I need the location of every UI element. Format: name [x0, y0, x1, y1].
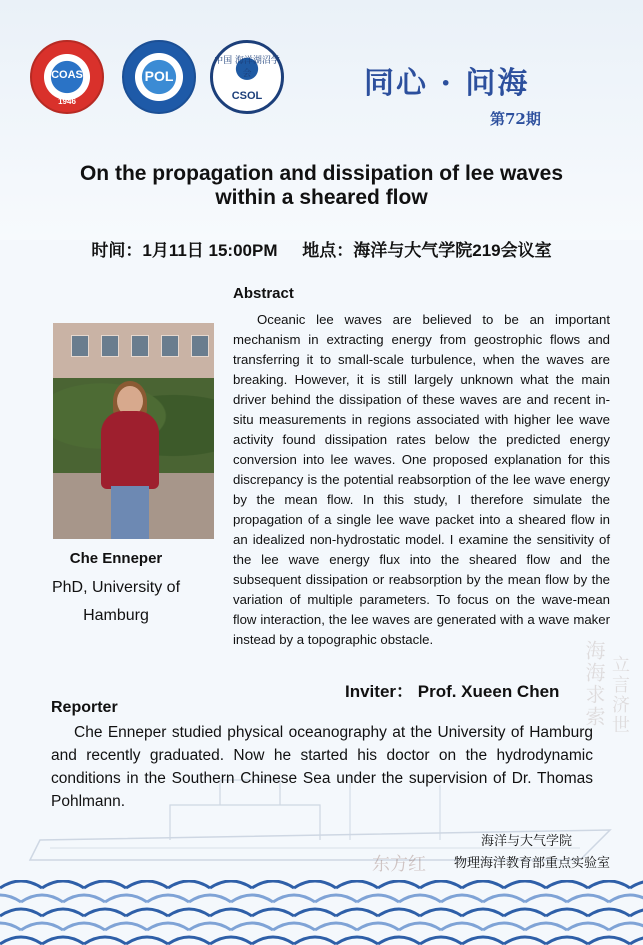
photo-window [161, 335, 179, 357]
series-title: 同心 · 问海 [364, 66, 530, 101]
speaker-name: Che Enneper [69, 550, 163, 567]
talk-title-line2: within a sheared flow [215, 186, 428, 209]
csol-logo [210, 40, 284, 114]
watermark-calligraphy-left: 海海求索 [582, 640, 606, 728]
school-name: 海洋与大气学院 [480, 833, 572, 848]
coas-logo-text: COAS [51, 69, 83, 81]
photo-window [71, 335, 89, 357]
watermark-calligraphy-right: 立言济世 [609, 655, 630, 735]
coas-logo-year: 1946 [58, 97, 76, 106]
pol-logo [122, 40, 196, 114]
csol-logo-text: CSOL [231, 90, 263, 102]
dongfanghong-stamp: 东方红 [372, 854, 426, 875]
lab-name: 物理海洋教育部重点实验室 [453, 855, 610, 870]
coas-logo [30, 40, 104, 114]
abstract-heading: Abstract [233, 285, 294, 302]
reporter-bio: Che Enneper studied physical oceanography at the University of Hamburg and recently graduated. Now he started his doctor on the hydrodynamic conditions in the Southern Chinese Sea under the supervision of Dr. Thomas Pohlmann. [51, 724, 593, 810]
photo-window [191, 335, 209, 357]
wave-pattern [0, 880, 643, 945]
speaker-affiliation [40, 574, 192, 630]
time-place [20, 236, 623, 261]
photo-red-jacket [101, 411, 159, 489]
speaker-photo [53, 323, 214, 539]
talk-place: 地点：海洋与大气学院219会议室 [302, 241, 552, 260]
photo-window [131, 335, 149, 357]
photo-window [101, 335, 119, 357]
talk-title [20, 162, 623, 210]
issue-number: 第72期 [490, 110, 541, 128]
pol-logo-text: POL [144, 68, 174, 84]
inviter: Inviter： Prof. Xueen Chen [345, 682, 560, 701]
abstract-text: Oceanic lee waves are believed to be an important mechanism in extracting energy from geostrophic flows and transferring it to small-scale turbulence, when the waves are breaking. However, it is still largely unknown what the main driver behind the dissipation of these waves are and recent in-situ measurements in regions associated with higher lee wave activity found dissipation rates below the predicted energy conversion into lee waves. One proposed explanation for this discrepancy is the potential reabsorption of the lee wave energy by the mean flow. In this study, I therefore simulate the propagation of a single lee wave packet into a sheared flow in an idealized non-hydrostatic model. I examine the sensitivity of the lee wave energy flux into the sheared flow and the subsequent dissipation or reabsorption by the mean flow by the variation of multiple parameters. To focus on the wave-mean flow interaction, the lee waves are generated with a wave maker instead by a topographic obstacle. [233, 312, 610, 647]
talk-time: 时间：1月11日 15:00PM [91, 241, 278, 260]
speaker-affiliation-line1: PhD, University of [51, 579, 181, 596]
reporter-heading: Reporter [51, 699, 118, 716]
speaker-affiliation-line2: Hamburg [83, 607, 149, 624]
photo-jeans [111, 486, 149, 539]
csol-logo-chinese: 中国 海洋湖沼学会 [214, 56, 280, 79]
talk-title-line1: On the propagation and dissipation of lee waves [79, 162, 564, 185]
